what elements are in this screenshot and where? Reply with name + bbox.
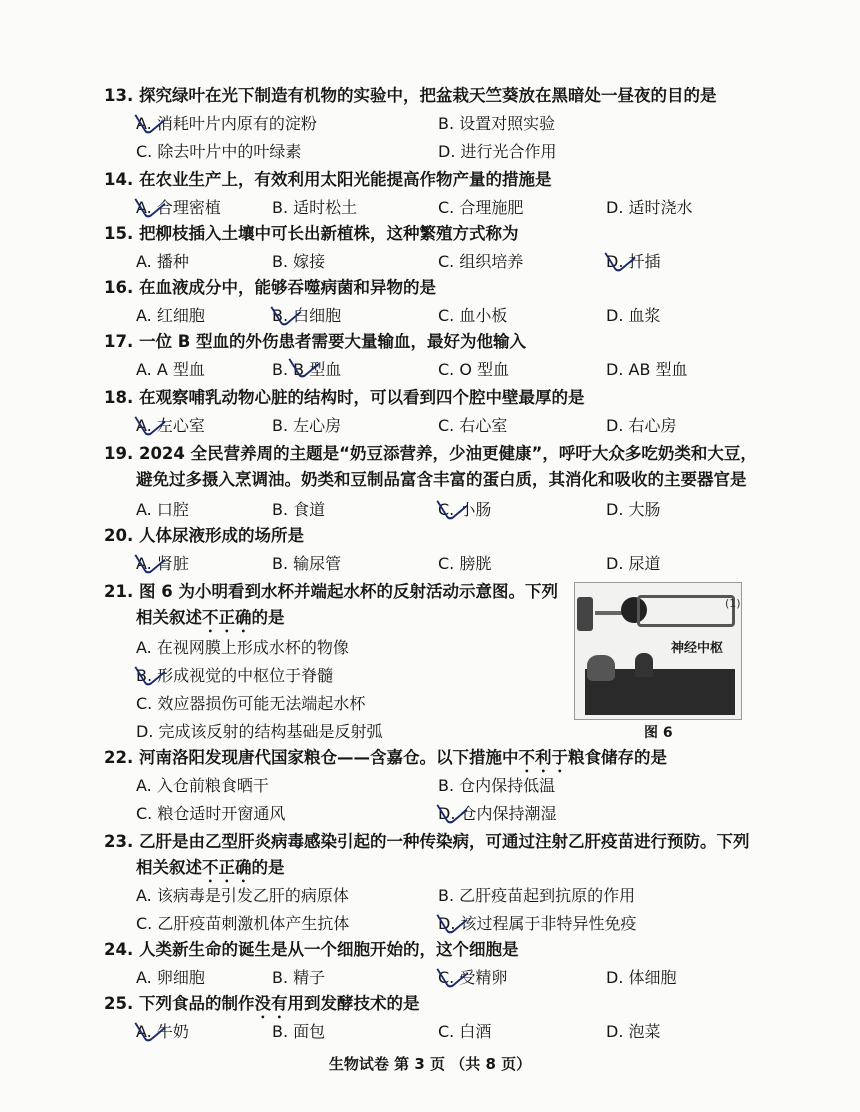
q20-option-d: D. 尿道 <box>606 554 661 573</box>
question-25-stem <box>104 992 419 1022</box>
question-17-stem: 17. 一位 B 型血的外伤患者需要大量输血，最好为他输入 <box>104 332 527 351</box>
emphasis-text: 不正确 <box>202 858 252 877</box>
q15-option-d: D. 扦插 <box>606 252 661 271</box>
question-18-stem: 18. 在观察哺乳动物心脏的结构时，可以看到四个腔中壁最厚的是 <box>104 388 585 407</box>
q19-option-c: C. 小肠 <box>438 500 492 519</box>
q16-option-d: D. 血浆 <box>606 306 661 325</box>
q25-option-c: C. 白酒 <box>438 1022 492 1041</box>
stem-text: 的是 <box>251 858 285 877</box>
q13-option-c: C. 除去叶片中的叶绿素 <box>136 142 302 161</box>
figure-6-reflex-diagram <box>574 582 742 720</box>
stem-text: 相关叙述 <box>136 858 202 877</box>
question-23-stem: 23. 乙肝是由乙型肝炎病毒感染引起的一种传染病，可通过注射乙肝疫苗进行预防。下列 <box>104 832 750 851</box>
nerve-center-label: 神经中枢 <box>671 641 724 656</box>
q20-option-a: A. 肾脏 <box>136 554 189 573</box>
q18-option-b: B. 左心房 <box>272 416 342 435</box>
stem-text: 22. 河南洛阳发现唐代国家粮仓——含嘉仓。以下措施中 <box>104 748 519 767</box>
q24-option-a: A. 卵细胞 <box>136 968 205 987</box>
q22-option-d: D. 仓内保持潮湿 <box>438 804 557 823</box>
emphasis-text: 不利于 <box>518 748 568 767</box>
q19-option-d: D. 大肠 <box>606 500 661 519</box>
q17-option-d: D. AB 型血 <box>606 360 688 379</box>
stem-text: 用到发酵技术的是 <box>287 994 420 1013</box>
q21-option-d: D. 完成该反射的结构基础是反射弧 <box>136 722 383 741</box>
question-21-stem-line2 <box>136 606 285 636</box>
stem-text: 粮食储存的是 <box>567 748 667 767</box>
q13-option-d: D. 进行光合作用 <box>438 142 557 161</box>
q22-option-a: A. 入仓前粮食晒干 <box>136 776 269 795</box>
q13-option-a: A. 消耗叶片内原有的淀粉 <box>136 114 317 133</box>
q19-option-a: A. 口腔 <box>136 500 189 519</box>
page-footer: 生物试卷 第 3 页 （共 8 页） <box>328 1055 532 1073</box>
q24-option-c: C. 受精卵 <box>438 968 508 987</box>
q22-option-c: C. 粮仓适时开窗通风 <box>136 804 286 823</box>
q15-option-b: B. 嫁接 <box>272 252 326 271</box>
question-15-stem: 15. 把柳枝插入土壤中可长出新植株，这种繁殖方式称为 <box>104 224 519 243</box>
q14-option-b: B. 适时松土 <box>272 198 358 217</box>
question-16-stem: 16. 在血液成分中，能够吞噬病菌和异物的是 <box>104 278 436 297</box>
question-19-stem-line2: 避免过多摄入烹调油。奶类和豆制品富含丰富的蛋白质，其消化和吸收的主要器官是 <box>136 470 747 489</box>
hand-with-cup-image <box>587 655 615 681</box>
q18-option-c: C. 右心室 <box>438 416 508 435</box>
stem-text: 相关叙述 <box>136 608 202 627</box>
q23-option-d: D. 该过程属于非特异性免疫 <box>438 914 637 933</box>
q14-option-a: A. 合理密植 <box>136 198 221 217</box>
emphasis-text: 没有 <box>254 994 288 1013</box>
q23-option-b: B. 乙肝疫苗起到抗原的作用 <box>438 886 636 905</box>
question-23-stem-line2 <box>136 856 285 886</box>
emphasis-text: 不正确 <box>202 608 252 627</box>
q24-option-d: D. 体细胞 <box>606 968 677 987</box>
q17-option-a: A. A 型血 <box>136 360 205 379</box>
q19-option-b: B. 食道 <box>272 500 326 519</box>
figure-marker: (1) <box>725 597 741 610</box>
q16-option-b: B. 白细胞 <box>272 306 342 325</box>
water-cup-image <box>577 597 593 631</box>
q14-option-c: C. 合理施肥 <box>438 198 524 217</box>
q16-option-a: A. 红细胞 <box>136 306 205 325</box>
q14-option-d: D. 适时浇水 <box>606 198 693 217</box>
q23-option-a: A. 该病毒是引发乙肝的病原体 <box>136 886 349 905</box>
q20-option-b: B. 输尿管 <box>272 554 342 573</box>
question-14-stem: 14. 在农业生产上，有效利用太阳光能提高作物产量的措施是 <box>104 170 552 189</box>
q15-option-a: A. 播种 <box>136 252 189 271</box>
stem-text: 的是 <box>251 608 285 627</box>
q17-option-b: B. B 型血 <box>272 360 342 379</box>
arm-image <box>635 653 653 677</box>
stem-text: 25. 下列食品的制作 <box>104 994 255 1013</box>
question-24-stem: 24. 人类新生命的诞生是从一个细胞开始的，这个细胞是 <box>104 940 519 959</box>
q25-option-a: A. 牛奶 <box>136 1022 189 1041</box>
q20-option-c: C. 膀胱 <box>438 554 492 573</box>
q21-option-c: C. 效应器损伤可能无法端起水杯 <box>136 694 366 713</box>
q15-option-c: C. 组织培养 <box>438 252 524 271</box>
q23-option-c: C. 乙肝疫苗刺激机体产生抗体 <box>136 914 350 933</box>
question-13-stem: 13. 探究绿叶在光下制造有机物的实验中，把盆栽天竺葵放在黑暗处一昼夜的目的是 <box>104 86 717 105</box>
q13-option-b: B. 设置对照实验 <box>438 114 556 133</box>
q17-option-c: C. O 型血 <box>438 360 510 379</box>
nerve-pathway <box>637 595 735 627</box>
q21-option-b: B. 形成视觉的中枢位于脊髓 <box>136 666 334 685</box>
q25-option-d: D. 泡菜 <box>606 1022 661 1041</box>
q21-option-a: A. 在视网膜上形成水杯的物像 <box>136 638 349 657</box>
q18-option-a: A. 左心室 <box>136 416 205 435</box>
q24-option-b: B. 精子 <box>272 968 326 987</box>
question-20-stem: 20. 人体尿液形成的场所是 <box>104 526 304 545</box>
q18-option-d: D. 右心房 <box>606 416 677 435</box>
figure-caption: 图 6 <box>644 725 673 741</box>
q22-option-b: B. 仓内保持低温 <box>438 776 556 795</box>
question-22-stem <box>104 746 667 776</box>
q25-option-b: B. 面包 <box>272 1022 326 1041</box>
question-21-stem: 21. 图 6 为小明看到水杯并端起水杯的反射活动示意图。下列 <box>104 582 558 601</box>
question-19-stem: 19. 2024 全民营养周的主题是“奶豆添营养，少油更健康”，呼吁大众多吃奶类和大豆， <box>104 444 757 463</box>
q16-option-c: C. 血小板 <box>438 306 508 325</box>
